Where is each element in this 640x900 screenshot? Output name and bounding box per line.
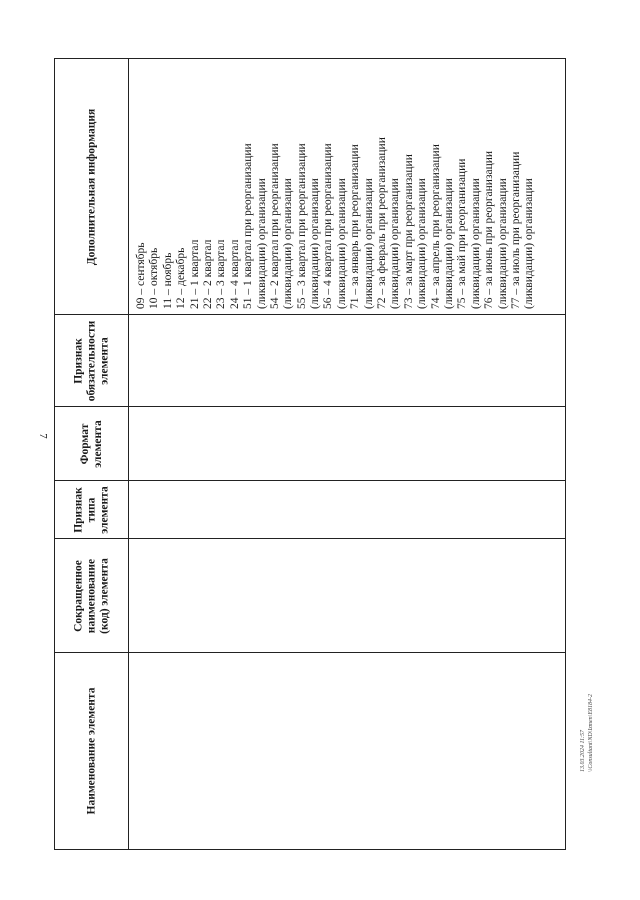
table-row — [129, 59, 565, 849]
cell-name — [129, 653, 565, 849]
info-line: 51 – 1 квартал при реорганизации — [242, 143, 255, 309]
info-line: (ликвидации) организации — [496, 178, 509, 309]
info-line: 56 – 4 квартал при реорганизации — [322, 143, 335, 309]
info-line: 11 – ноябрь — [161, 252, 174, 309]
info-line: (ликвидации) организации — [362, 178, 375, 309]
table-header — [55, 59, 129, 849]
header-cell-type — [55, 481, 129, 539]
info-line: 21 – 1 квартал — [188, 239, 201, 309]
cell-required — [129, 315, 565, 407]
info-line: (ликвидации) организации — [335, 178, 348, 309]
info-line: 22 – 2 квартал — [201, 239, 214, 309]
page-number: 7 — [36, 433, 49, 439]
info-line: 23 – 3 квартал — [215, 239, 228, 309]
header-cell-required — [55, 315, 129, 407]
footer-line-2: \\Consultant\ND\Izmen\E8184-2 — [588, 694, 594, 772]
cell-code — [129, 539, 565, 653]
info-line: 54 – 2 квартал при реорганизации — [268, 143, 281, 309]
info-line: (ликвидации) организации — [282, 178, 295, 309]
info-line: (ликвидации) организации — [309, 178, 322, 309]
info-line: (ликвидации) организации — [523, 178, 536, 309]
info-line: 72 – за февраль при реорганизации — [376, 137, 389, 309]
header-info-label: Дополнительная информация — [85, 108, 98, 265]
info-line: (ликвидации) организации — [469, 178, 482, 309]
info-line: 74 – за апрель при реорганизации — [429, 144, 442, 309]
info-line: 55 – 3 квартал при реорганизации — [295, 143, 308, 309]
info-list — [135, 66, 537, 309]
header-cell-format — [55, 407, 129, 481]
cell-info — [129, 59, 565, 315]
info-line: 73 – за март при реорганизации — [402, 154, 415, 309]
elements-table — [54, 58, 566, 850]
info-line: (ликвидации) организации — [255, 178, 268, 309]
cell-type — [129, 481, 565, 539]
info-line: 71 – за январь при реорганизации — [349, 144, 362, 309]
info-line: 09 – сентябрь — [135, 242, 147, 309]
header-format-label: Формат элемента — [79, 419, 104, 468]
header-cell-name — [55, 653, 129, 849]
header-code-label: Сокращенное наименование (код) элемента — [72, 557, 111, 634]
info-line: 77 – за июль при реорганизации — [509, 151, 522, 309]
info-line: 24 – 4 квартал — [228, 239, 241, 309]
header-name-label: Наименование элемента — [85, 687, 98, 815]
header-type-label: Признак типа элемента — [72, 485, 111, 534]
info-line: 76 – за июнь при реорганизации — [483, 150, 496, 309]
cell-format — [129, 407, 565, 481]
info-line: 10 – октябрь — [148, 247, 161, 309]
header-cell-info — [55, 59, 129, 315]
footer-line-1: 13.03.2024 11:57 — [580, 729, 586, 772]
info-line: (ликвидации) организации — [389, 178, 402, 309]
footer-stamp — [579, 694, 595, 772]
info-line: 12 – декабрь — [175, 247, 188, 309]
info-line: (ликвидации) организации — [442, 178, 455, 309]
info-line: 75 – за май при реорганизации — [456, 158, 469, 309]
header-required-label: Признак обязательности элемента — [72, 320, 111, 401]
header-cell-code — [55, 539, 129, 653]
info-line: (ликвидации) организации — [416, 178, 429, 309]
